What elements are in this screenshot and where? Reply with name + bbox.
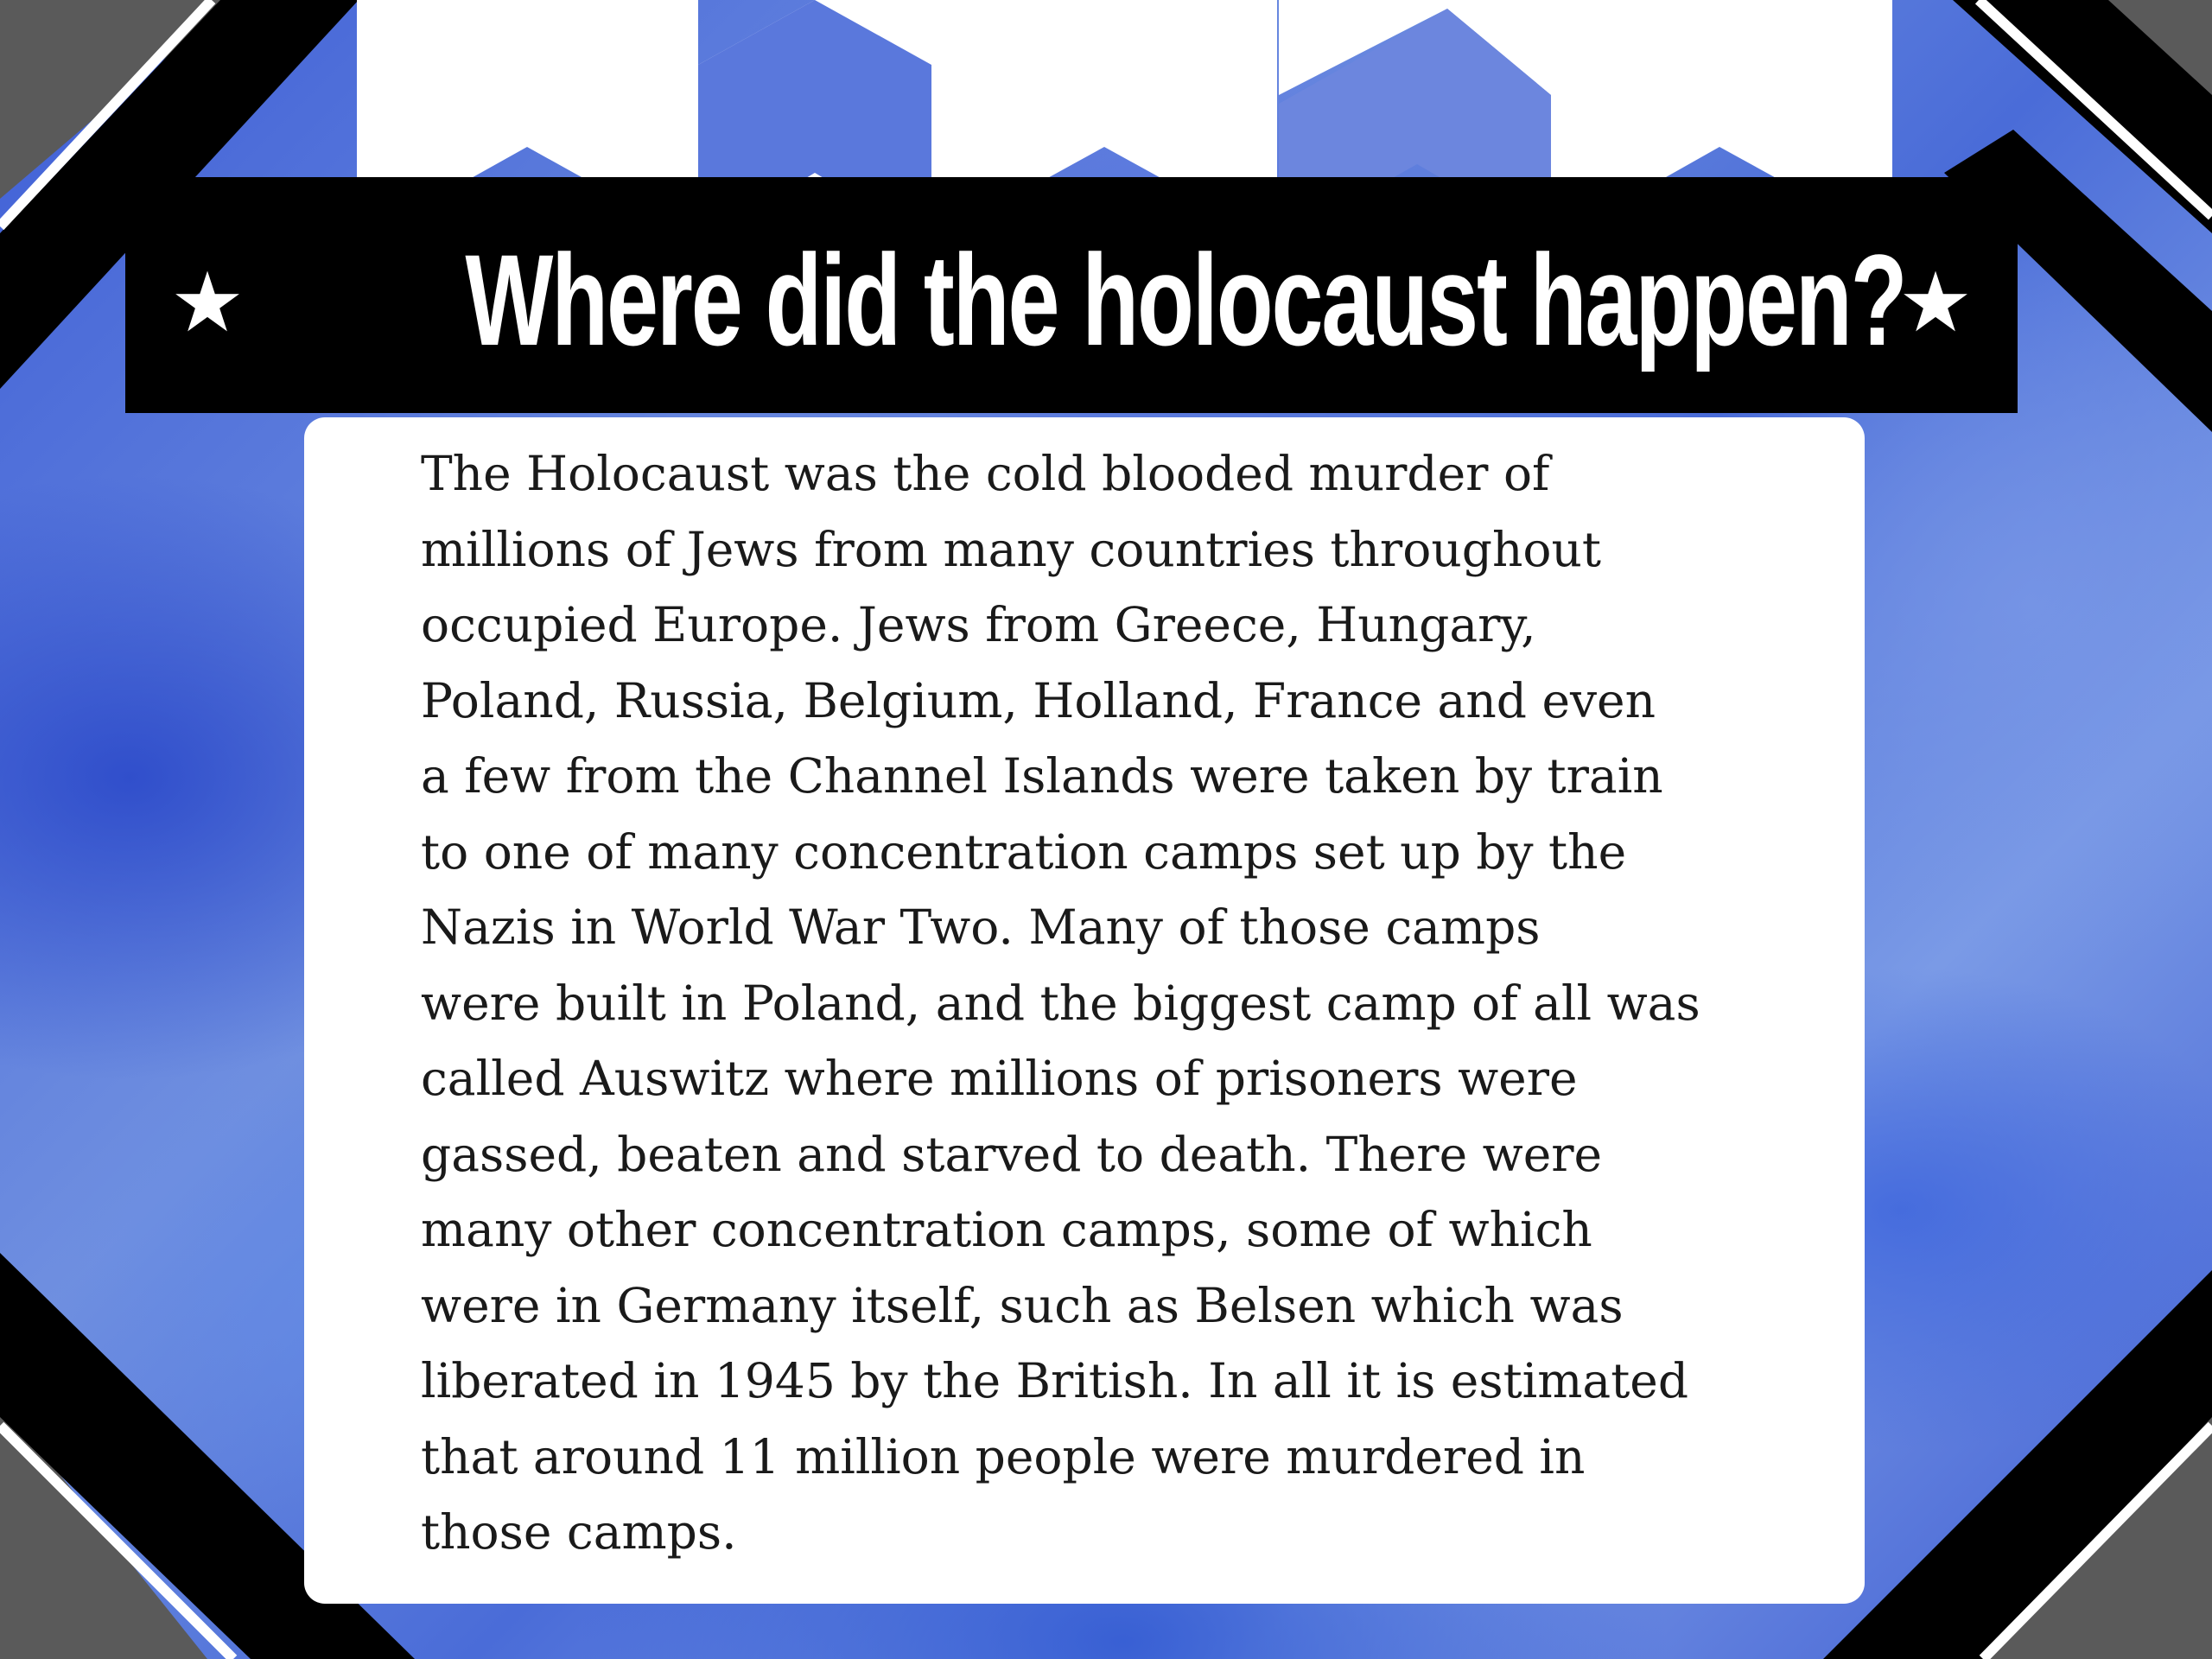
content-card	[304, 417, 1865, 1604]
slide-title: Where did the holocaust happen?	[465, 227, 1906, 372]
star-icon: ★	[169, 254, 245, 351]
body-paragraph: The Holocaust was the cold blooded murder of millions of Jews from many countries throughout occupied Europe. Jews from Greece, Hungary, Poland, Russia, Belgium, Holland, France and even a few from the Channel Islands were taken by train to one of many concentration camps set up by the Nazis in World War Two. Many of those camps were built in Poland, and the biggest camp of all was called Auswitz where millions of prisoners were gassed, beaten and starved to death. There were many other concentration camps, some of which were in Germany itself, such as Belsen which was liberated in 1945 by the British. In all it is estimated that around 11 million people were murdered in those camps.	[421, 446, 1700, 1560]
star-icon: ★	[1897, 254, 1974, 351]
